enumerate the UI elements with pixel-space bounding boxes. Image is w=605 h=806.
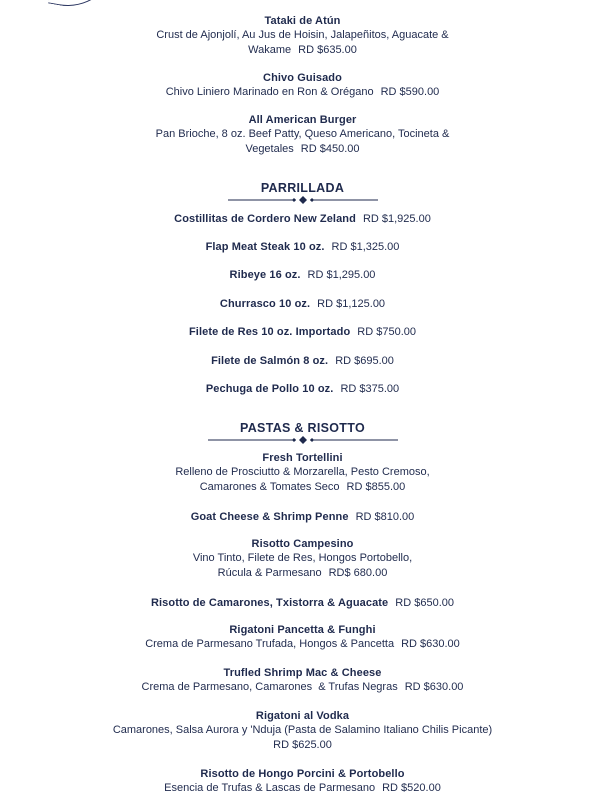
item-price: RD $450.00 [300,143,360,155]
item-name: Chivo Guisado [263,72,342,84]
item-price: RD$ 680.00 [328,567,388,579]
item-name: Fresh Tortellini [262,452,343,464]
menu-item-filete-salmon: Filete de Salmón 8 oz. RD $695.00 [211,355,394,367]
item-desc-line: Vino Tinto, Filete de Res, Hongos Portobello, [192,552,413,564]
menu-item-rigatoni-vodka [0,709,605,753]
menu-item-filete-res: Filete de Res 10 oz. Importado RD $750.00 [188,326,417,338]
item-name: All American Burger [248,114,357,126]
menu-item-pechuga: Pechuga de Pollo 10 oz. RD $375.00 [205,383,400,395]
item-desc-line: Crema de Parmesano, Camarones & Trufas Negras RD $630.00 [141,681,464,693]
section-title-pastas: PASTAS & RISOTTO [240,421,365,435]
menu-item-risotto-camarones: Risotto de Camarones, Txistorra & Aguacate RD $650.00 [150,597,454,609]
menu-item-flap-meat: Flap Meat Steak 10 oz. RD $1,325.00 [205,241,400,253]
item-desc-line: Camarones, Salsa Aurora y 'Nduja (Pasta de Salamino Italiano Chilis Picante) [112,724,493,736]
item-name: Rigatoni Pancetta & Funghi [229,624,376,636]
item-desc-line: Pan Brioche, 8 oz. Beef Patty, Queso Americano, Tocineta & [155,128,450,140]
menu-item-goat-cheese-penne: Goat Cheese & Shrimp Penne RD $810.00 [190,511,415,523]
menu-item-chivo [0,71,605,100]
menu-item-rigatoni-pancetta [0,623,605,652]
item-desc-line: Esencia de Trufas & Lascas de Parmesano RD $520.00 [164,782,441,794]
item-desc-line: Vegetales RD $450.00 [245,143,360,155]
menu-item-risotto-porcini [0,767,605,796]
item-price: RD $520.00 [382,782,441,794]
section-divider [0,436,605,444]
item-price: RD $590.00 [380,86,440,98]
menu-item-burger [0,113,605,157]
item-desc-line: Camarones & Tomates Seco RD $855.00 [199,481,406,493]
item-name: Risotto de Hongo Porcini & Portobello [200,768,405,780]
item-name: Rigatoni al Vodka [255,710,350,722]
item-price: RD $855.00 [346,481,406,493]
section-title-parrillada: PARRILLADA [260,181,345,195]
menu-item-risotto-campesino [0,537,605,581]
menu-item-tataki [0,14,605,58]
item-desc-line: Chivo Liniero Marinado en Ron & Orégano RD $590.00 [165,86,440,98]
item-name: Risotto Campesino [251,538,354,550]
item-desc-line: Relleno de Prosciutto & Morzarella, Pesto Cremoso, [175,466,430,478]
menu-item-costillitas: Costillitas de Cordero New Zeland RD $1,925.00 [174,213,431,225]
menu-item-trufled-mac [0,666,605,695]
item-name: Tataki de Atún [264,15,341,27]
menu-item-ribeye: Ribeye 16 oz. RD $1,295.00 [229,269,376,281]
item-price: RD $630.00 [404,681,464,693]
item-desc-line: Crust de Ajonjolí, Au Jus de Hoisin, Jalapeñitos, Aguacate & [156,29,449,41]
decorative-corner-arc [48,0,117,14]
item-price: RD $625.00 [273,739,332,751]
item-price: RD $635.00 [298,44,357,56]
menu-item-tortellini [0,451,605,495]
item-name: Trufled Shrimp Mac & Cheese [223,667,382,679]
section-divider [0,196,605,204]
item-desc-line: Rúcula & Parmesano RD$ 680.00 [217,567,388,579]
item-desc-line: Wakame RD $635.00 [248,44,357,56]
item-desc-line: Crema de Parmesano Trufada, Hongos & Pancetta RD $630.00 [145,638,460,650]
item-price: RD $630.00 [401,638,460,650]
menu-item-churrasco: Churrasco 10 oz. RD $1,125.00 [219,298,386,310]
